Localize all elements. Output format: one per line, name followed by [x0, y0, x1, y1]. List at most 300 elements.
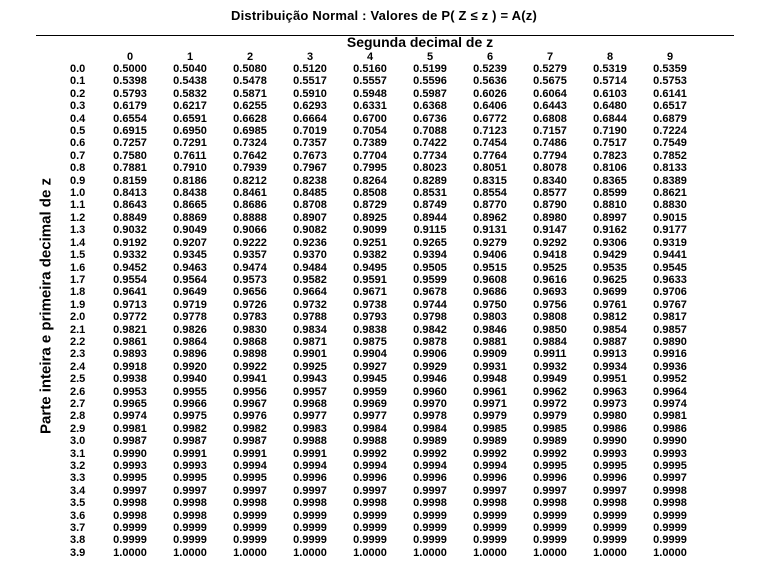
- table-cell: 0.9966: [173, 397, 207, 410]
- row-label: 2.1: [70, 323, 86, 336]
- table-cell: 0.9904: [353, 348, 387, 361]
- table-cell: 0.8340: [533, 174, 567, 187]
- row-label: 2.3: [70, 348, 86, 361]
- table-cell: 0.9999: [413, 522, 447, 535]
- table-cell: 0.9999: [233, 509, 267, 522]
- table-cell: 0.8790: [533, 199, 567, 212]
- table-cell: 0.7190: [593, 125, 627, 138]
- table-cell: 0.9938: [113, 373, 147, 386]
- table-cell: 0.9999: [473, 522, 507, 535]
- table-cell: 0.9962: [533, 385, 567, 398]
- table-cell: 0.9922: [233, 360, 267, 373]
- table-cell: 0.8389: [653, 174, 687, 187]
- table-cell: 0.9394: [413, 249, 447, 262]
- table-cell: 0.6700: [353, 112, 387, 125]
- table-cell: 0.9999: [113, 522, 147, 535]
- table-cell: 0.9564: [173, 273, 207, 286]
- table-cell: 0.9998: [173, 497, 207, 510]
- table-row: [70, 224, 700, 236]
- table-cell: 0.5438: [173, 75, 207, 88]
- table-cell: 0.5636: [473, 75, 507, 88]
- table-cell: 0.6293: [293, 100, 327, 113]
- table-cell: 0.9495: [353, 261, 387, 274]
- table-cell: 0.6480: [593, 100, 627, 113]
- table-cell: 0.9997: [593, 484, 627, 497]
- table-cell: 0.9991: [233, 447, 267, 460]
- table-cell: 0.9916: [653, 348, 687, 361]
- table-cell: 1.0000: [533, 546, 567, 559]
- column-header: 0: [126, 51, 134, 63]
- table-row: [70, 348, 700, 360]
- table-cell: 0.9830: [233, 323, 267, 336]
- table-cell: 0.9995: [113, 472, 147, 485]
- row-label: 2.2: [70, 335, 86, 348]
- row-label: 1.2: [70, 211, 86, 224]
- table-cell: 0.9999: [653, 522, 687, 535]
- table-cell: 0.9999: [113, 534, 147, 547]
- table-cell: 0.9977: [293, 410, 327, 423]
- row-label: 0.1: [70, 75, 86, 88]
- row-label: 3.4: [70, 484, 86, 497]
- table-cell: 0.8159: [113, 174, 147, 187]
- table-row: [70, 522, 700, 534]
- table-row: [70, 262, 700, 274]
- table-row: [70, 510, 700, 522]
- table-cell: 0.9738: [353, 298, 387, 311]
- table-row: [70, 150, 700, 162]
- table-cell: 0.7123: [473, 125, 507, 138]
- table-cell: 0.9987: [233, 435, 267, 448]
- table-cell: 0.9808: [533, 311, 567, 324]
- table-cell: 0.9515: [473, 261, 507, 274]
- table-cell: 0.9931: [473, 360, 507, 373]
- row-label: 2.7: [70, 397, 86, 410]
- table-cell: 0.5871: [233, 87, 267, 100]
- table-cell: 0.9986: [653, 422, 687, 435]
- table-cell: 0.5359: [653, 63, 687, 75]
- table-cell: 0.9959: [353, 385, 387, 398]
- table-cell: 0.7794: [533, 149, 567, 162]
- table-cell: 0.9826: [173, 323, 207, 336]
- table-cell: 0.6141: [653, 87, 687, 100]
- table-row: [70, 299, 700, 311]
- table-cell: 0.5199: [413, 63, 447, 75]
- row-heading: Parte inteira e primeira decimal de z: [37, 178, 55, 434]
- table-cell: 0.8238: [293, 174, 327, 187]
- table-cell: 0.9099: [353, 224, 387, 237]
- table-cell: 0.6628: [233, 112, 267, 125]
- column-header: 8: [606, 51, 614, 63]
- table-cell: 0.9505: [413, 261, 447, 274]
- column-header: 3: [306, 51, 314, 63]
- table-cell: 0.9998: [293, 497, 327, 510]
- table-cell: 0.9994: [293, 460, 327, 472]
- row-label: 0.4: [70, 112, 86, 125]
- table-cell: 0.5793: [113, 87, 147, 100]
- table-cell: 0.9633: [653, 273, 687, 286]
- table-cell: 0.8980: [533, 211, 567, 224]
- table-cell: 0.8708: [293, 199, 327, 212]
- table-cell: 0.9940: [173, 373, 207, 386]
- table-cell: 0.5040: [173, 63, 207, 75]
- table-cell: 0.8888: [233, 211, 267, 224]
- table-cell: 0.9998: [593, 497, 627, 510]
- table-cell: 0.9979: [533, 410, 567, 423]
- table-cell: 0.7764: [473, 149, 507, 162]
- row-label: 1.5: [70, 249, 86, 262]
- table-row: [70, 423, 700, 435]
- table-cell: 0.9999: [473, 509, 507, 522]
- table-cell: 0.9441: [653, 249, 687, 262]
- table-row: [70, 199, 700, 211]
- table-cell: 0.9582: [293, 273, 327, 286]
- table-cell: 0.9911: [533, 348, 567, 361]
- row-label: 3.8: [70, 534, 86, 547]
- table-cell: 0.5319: [593, 63, 627, 75]
- table-cell: 0.9656: [233, 286, 267, 299]
- table-cell: 0.9834: [293, 323, 327, 336]
- table-cell: 0.9850: [533, 323, 567, 336]
- table-cell: 0.9999: [173, 522, 207, 535]
- table-cell: 0.9932: [533, 360, 567, 373]
- table-cell: 0.7642: [233, 149, 267, 162]
- row-label: 2.8: [70, 410, 86, 423]
- table-cell: 0.5557: [353, 75, 387, 88]
- table-row: [70, 249, 700, 261]
- table-cell: 0.7357: [293, 137, 327, 150]
- table-cell: 0.9573: [233, 273, 267, 286]
- probability-table: [70, 63, 700, 559]
- table-cell: 0.9999: [353, 534, 387, 547]
- table-cell: 0.9934: [593, 360, 627, 373]
- table-cell: 0.9896: [173, 348, 207, 361]
- table-cell: 0.6179: [113, 100, 147, 113]
- row-label: 3.9: [70, 546, 86, 559]
- column-header: 4: [366, 51, 374, 63]
- table-cell: 0.9936: [653, 360, 687, 373]
- table-cell: 0.9838: [353, 323, 387, 336]
- table-cell: 0.5596: [413, 75, 447, 88]
- table-row: [70, 398, 700, 410]
- table-cell: 0.5239: [473, 63, 507, 75]
- table-cell: 1.0000: [113, 546, 147, 559]
- table-row: [70, 373, 700, 385]
- table-cell: 0.9332: [113, 249, 147, 262]
- table-cell: 0.9131: [473, 224, 507, 237]
- table-cell: 0.9664: [293, 286, 327, 299]
- table-cell: 0.9884: [533, 335, 567, 348]
- table-cell: 0.9988: [353, 435, 387, 448]
- table-cell: 0.6915: [113, 125, 147, 138]
- table-cell: 0.9032: [113, 224, 147, 237]
- table-cell: 0.8365: [593, 174, 627, 187]
- table-cell: 0.6664: [293, 112, 327, 125]
- table-cell: 0.8962: [473, 211, 507, 224]
- table-cell: 0.9236: [293, 236, 327, 249]
- table-cell: 0.7517: [593, 137, 627, 150]
- table-cell: 0.9991: [293, 447, 327, 460]
- table-row: [70, 410, 700, 422]
- table-cell: 0.8315: [473, 174, 507, 187]
- table-cell: 0.9995: [173, 472, 207, 485]
- table-cell: 0.9999: [173, 534, 207, 547]
- table-cell: 0.9995: [653, 460, 687, 472]
- table-cell: 0.9973: [593, 397, 627, 410]
- row-label: 1.1: [70, 199, 86, 212]
- table-cell: 0.6736: [413, 112, 447, 125]
- table-cell: 0.9997: [473, 484, 507, 497]
- table-cell: 0.8289: [413, 174, 447, 187]
- table-cell: 0.9906: [413, 348, 447, 361]
- table-cell: 0.9987: [173, 435, 207, 448]
- table-cell: 0.9382: [353, 249, 387, 262]
- table-cell: 0.6331: [353, 100, 387, 113]
- table-cell: 0.9997: [113, 484, 147, 497]
- table-cell: 0.9452: [113, 261, 147, 274]
- table-cell: 0.8133: [653, 162, 687, 175]
- table-cell: 0.5120: [293, 63, 327, 75]
- table-row: [70, 63, 700, 75]
- table-cell: 0.9991: [173, 447, 207, 460]
- table-cell: 0.9920: [173, 360, 207, 373]
- table-cell: 0.9995: [593, 460, 627, 472]
- table-cell: 0.5517: [293, 75, 327, 88]
- table-row: [70, 88, 700, 100]
- table-cell: 0.9192: [113, 236, 147, 249]
- row-label: 0.0: [70, 63, 86, 75]
- table-cell: 0.9951: [593, 373, 627, 386]
- table-cell: 0.9992: [473, 447, 507, 460]
- table-cell: 0.9345: [173, 249, 207, 262]
- table-cell: 0.9406: [473, 249, 507, 262]
- table-cell: 0.9913: [593, 348, 627, 361]
- table-row: [70, 448, 700, 460]
- table-cell: 0.9798: [413, 311, 447, 324]
- column-heading: Segunda decimal de z: [346, 34, 494, 50]
- table-cell: 0.9370: [293, 249, 327, 262]
- table-cell: 0.5000: [113, 63, 147, 75]
- table-cell: 0.9998: [353, 497, 387, 510]
- row-label: 1.7: [70, 273, 86, 286]
- table-cell: 0.7389: [353, 137, 387, 150]
- table-cell: 0.9989: [413, 435, 447, 448]
- table-cell: 0.9726: [233, 298, 267, 311]
- row-label: 3.3: [70, 472, 86, 485]
- table-cell: 0.6808: [533, 112, 567, 125]
- table-cell: 0.9969: [353, 397, 387, 410]
- table-cell: 0.9732: [293, 298, 327, 311]
- table-cell: 0.8665: [173, 199, 207, 212]
- table-cell: 0.9996: [353, 472, 387, 485]
- table-cell: 0.9963: [593, 385, 627, 398]
- table-cell: 0.9706: [653, 286, 687, 299]
- table-cell: 0.9985: [473, 422, 507, 435]
- table-cell: 0.9878: [413, 335, 447, 348]
- column-header: 5: [426, 51, 434, 63]
- table-cell: 0.9974: [653, 397, 687, 410]
- row-label: 1.3: [70, 224, 86, 237]
- table-cell: 0.9999: [293, 534, 327, 547]
- table-cell: 0.9463: [173, 261, 207, 274]
- table-cell: 0.8849: [113, 211, 147, 224]
- table-cell: 0.7454: [473, 137, 507, 150]
- table-cell: 0.9429: [593, 249, 627, 262]
- table-cell: 0.9981: [653, 410, 687, 423]
- table-cell: 0.9861: [113, 335, 147, 348]
- table-cell: 0.9998: [533, 497, 567, 510]
- table-cell: 0.6026: [473, 87, 507, 100]
- table-cell: 0.9980: [593, 410, 627, 423]
- row-label: 3.5: [70, 497, 86, 510]
- table-row: [70, 547, 700, 559]
- table-cell: 0.9995: [233, 472, 267, 485]
- table-cell: 0.8869: [173, 211, 207, 224]
- row-label: 2.9: [70, 422, 86, 435]
- table-cell: 0.9608: [473, 273, 507, 286]
- row-label: 0.8: [70, 162, 86, 175]
- table-cell: 0.9864: [173, 335, 207, 348]
- table-cell: 0.7257: [113, 137, 147, 150]
- table-cell: 0.9671: [353, 286, 387, 299]
- table-cell: 0.9265: [413, 236, 447, 249]
- table-cell: 1.0000: [173, 546, 207, 559]
- table-row: [70, 100, 700, 112]
- row-label: 0.2: [70, 87, 86, 100]
- table-cell: 0.8770: [473, 199, 507, 212]
- table-cell: 0.7324: [233, 137, 267, 150]
- table-cell: 0.8554: [473, 187, 507, 200]
- table-cell: 0.9993: [173, 460, 207, 472]
- table-cell: 0.9875: [353, 335, 387, 348]
- table-cell: 0.9693: [533, 286, 567, 299]
- table-cell: 0.9975: [173, 410, 207, 423]
- table-cell: 0.9998: [173, 509, 207, 522]
- table-row: [70, 175, 700, 187]
- table-cell: 0.9678: [413, 286, 447, 299]
- table-row: [70, 534, 700, 546]
- table-cell: 0.7580: [113, 149, 147, 162]
- table-cell: 0.5478: [233, 75, 267, 88]
- table-cell: 0.7995: [353, 162, 387, 175]
- row-label: 0.5: [70, 125, 86, 138]
- table-cell: 1.0000: [293, 546, 327, 559]
- table-cell: 0.8925: [353, 211, 387, 224]
- table-cell: 0.9994: [473, 460, 507, 472]
- table-cell: 0.5948: [353, 87, 387, 100]
- table-cell: 0.9998: [653, 497, 687, 510]
- table-cell: 0.9998: [233, 497, 267, 510]
- table-cell: 0.6844: [593, 112, 627, 125]
- table-cell: 0.9984: [353, 422, 387, 435]
- row-label: 0.9: [70, 174, 86, 187]
- table-cell: 0.9999: [473, 534, 507, 547]
- table-cell: 0.9767: [653, 298, 687, 311]
- table-cell: 1.0000: [353, 546, 387, 559]
- table-cell: 0.5279: [533, 63, 567, 75]
- table-cell: 0.9649: [173, 286, 207, 299]
- table-cell: 0.9591: [353, 273, 387, 286]
- table-cell: 0.7611: [173, 149, 207, 162]
- table-cell: 0.9982: [173, 422, 207, 435]
- table-cell: 0.9993: [593, 447, 627, 460]
- table-cell: 0.7673: [293, 149, 327, 162]
- table-row: [70, 324, 700, 336]
- table-cell: 0.9761: [593, 298, 627, 311]
- table-row: [70, 137, 700, 149]
- table-cell: 1.0000: [653, 546, 687, 559]
- table-cell: 0.9279: [473, 236, 507, 249]
- table-row: [70, 497, 700, 509]
- table-cell: 0.9978: [413, 410, 447, 423]
- table-cell: 0.7486: [533, 137, 567, 150]
- table-cell: 0.9418: [533, 249, 567, 262]
- table-cell: 0.6772: [473, 112, 507, 125]
- table-cell: 0.9988: [293, 435, 327, 448]
- table-cell: 0.9817: [653, 311, 687, 324]
- table-cell: 0.9115: [413, 224, 447, 237]
- table-cell: 0.9207: [173, 236, 207, 249]
- table-cell: 0.9953: [113, 385, 147, 398]
- table-cell: 0.9964: [653, 385, 687, 398]
- table-cell: 0.9970: [413, 397, 447, 410]
- table-cell: 0.9999: [293, 509, 327, 522]
- table-cell: 0.6591: [173, 112, 207, 125]
- table-cell: 0.8577: [533, 187, 567, 200]
- table-cell: 0.9929: [413, 360, 447, 373]
- table-cell: 0.8599: [593, 187, 627, 200]
- table-cell: 0.5080: [233, 63, 267, 75]
- table-cell: 0.9997: [413, 484, 447, 497]
- table-cell: 0.9999: [653, 534, 687, 547]
- table-cell: 0.9946: [413, 373, 447, 386]
- table-cell: 0.9956: [233, 385, 267, 398]
- table-row: [70, 237, 700, 249]
- table-cell: 0.5832: [173, 87, 207, 100]
- table-cell: 1.0000: [593, 546, 627, 559]
- table-cell: 0.9744: [413, 298, 447, 311]
- table-cell: 0.9982: [233, 422, 267, 435]
- table-row: [70, 286, 700, 298]
- table-cell: 0.9999: [413, 509, 447, 522]
- table-cell: 0.9943: [293, 373, 327, 386]
- table-cell: 0.8621: [653, 187, 687, 200]
- table-cell: 0.9222: [233, 236, 267, 249]
- table-cell: 0.9999: [353, 509, 387, 522]
- table-cell: 0.9999: [533, 509, 567, 522]
- table-cell: 1.0000: [413, 546, 447, 559]
- table-cell: 0.9015: [653, 211, 687, 224]
- table-cell: 0.9925: [293, 360, 327, 373]
- column-header: 1: [186, 51, 194, 63]
- row-label: 2.0: [70, 311, 86, 324]
- table-cell: 0.9484: [293, 261, 327, 274]
- table-cell: 0.9999: [413, 534, 447, 547]
- table-row: [70, 113, 700, 125]
- table-cell: 0.8413: [113, 187, 147, 200]
- table-cell: 0.9854: [593, 323, 627, 336]
- row-label: 1.4: [70, 236, 86, 249]
- table-cell: 0.8944: [413, 211, 447, 224]
- table-cell: 0.9984: [413, 422, 447, 435]
- row-label: 1.6: [70, 261, 86, 274]
- table-cell: 0.9306: [593, 236, 627, 249]
- table-cell: 0.9974: [113, 410, 147, 423]
- table-cell: 0.5714: [593, 75, 627, 88]
- table-cell: 0.9992: [353, 447, 387, 460]
- table-row: [70, 336, 700, 348]
- table-cell: 0.9857: [653, 323, 687, 336]
- table-cell: 0.6879: [653, 112, 687, 125]
